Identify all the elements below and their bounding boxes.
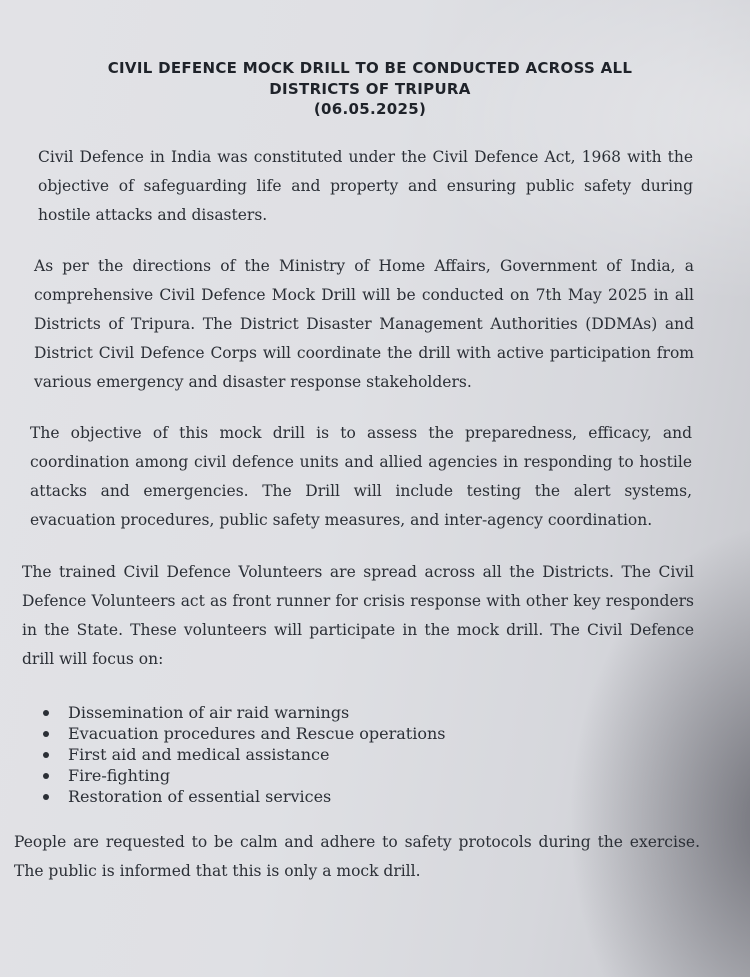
bullet-icon	[43, 710, 49, 716]
list-item-text: Restoration of essential services	[68, 787, 332, 806]
list-item	[40, 723, 446, 744]
focus-list	[40, 702, 446, 807]
list-item	[40, 786, 446, 807]
paragraph-public-advisory: People are requested to be calm and adhere to safety protocols during the exercise. The public is informed that this is only a mock drill.	[14, 833, 700, 880]
notice-title-continued: DISTRICTS OF TRIPURA	[269, 80, 471, 98]
notice-title: CIVIL DEFENCE MOCK DRILL TO BE CONDUCTED ACROSS ALL	[107, 59, 633, 77]
bullet-icon	[43, 731, 49, 737]
list-item	[40, 765, 446, 786]
list-item	[40, 744, 446, 765]
paragraph-directions: As per the directions of the Ministry of Home Affairs, Government of India, a comprehensive Civil Defence Mock Drill will be conducted on 7th May 2025 in all Districts of Tripura. The District Disaster Management Authorities (DDMAs) and District Civil Defence Corps will coordinate the drill with active participation from various emergency and disaster response stakeholders.	[34, 257, 694, 391]
bullet-icon	[43, 773, 49, 779]
list-item-text: Fire-fighting	[68, 766, 171, 785]
paragraph-background: Civil Defence in India was constituted under the Civil Defence Act, 1968 with the objective of safeguarding life and property and ensuring public safety during hostile attacks and disasters.	[38, 148, 693, 224]
bullet-icon	[43, 794, 49, 800]
list-item-text: First aid and medical assistance	[68, 745, 330, 764]
paragraph-volunteers: The trained Civil Defence Volunteers are spread across all the Districts. The Civil Defence Volunteers act as front runner for crisis response with other key responders in the State. These volunteers will participate in the mock drill. The Civil Defence drill will focus on:	[22, 563, 694, 668]
paragraph-objective: The objective of this mock drill is to assess the preparedness, efficacy, and coordination among civil defence units and allied agencies in responding to hostile attacks and emergencies. The Drill will include testing the alert systems, evacuation procedures, public safety measures, and inter-agency coordination.	[30, 424, 692, 529]
list-item-text: Evacuation procedures and Rescue operations	[68, 724, 446, 743]
bullet-icon	[43, 752, 49, 758]
notice-date: (06.05.2025)	[313, 100, 427, 118]
list-item-text: Dissemination of air raid warnings	[68, 703, 350, 722]
list-item	[40, 702, 446, 723]
